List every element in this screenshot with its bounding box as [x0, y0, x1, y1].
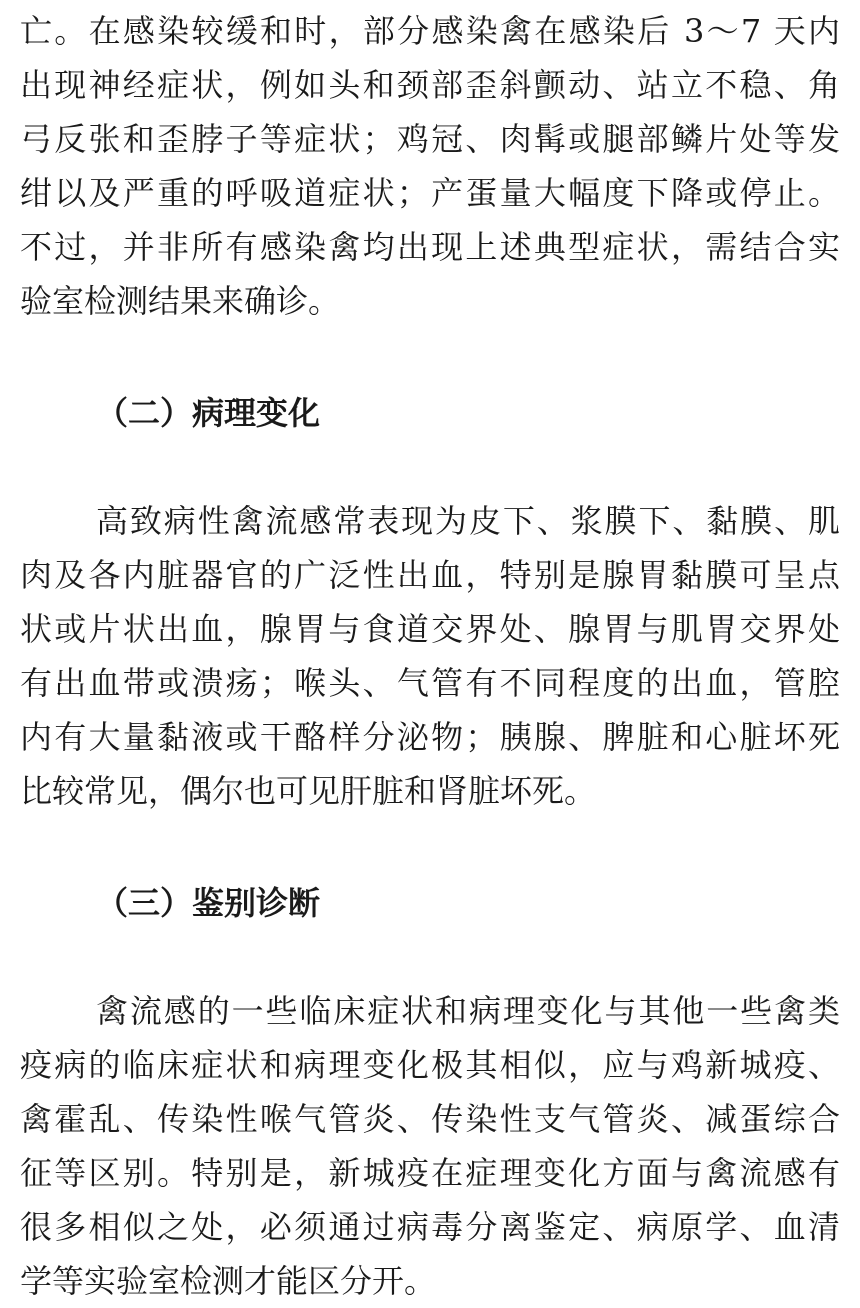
text-line: 验室检测结果来确诊。 — [20, 282, 341, 320]
text-line: 不过，并非所有感染禽均出现上述典型症状，需结合实 — [20, 228, 840, 266]
text-line: 禽流感的一些临床症状和病理变化与其他一些禽类 — [96, 992, 840, 1030]
spacer — [20, 440, 840, 494]
text-line: 有出血带或溃疡；喉头、气管有不同程度的出血，管腔 — [20, 664, 840, 702]
spacer — [20, 328, 840, 386]
text-line: 弓反张和歪脖子等症状；鸡冠、肉髯或腿部鳞片处等发 — [20, 120, 840, 158]
section-heading: （三）鉴别诊断 — [96, 884, 321, 922]
text-line: 高致病性禽流感常表现为皮下、浆膜下、黏膜、肌 — [96, 502, 840, 540]
text-line: 比较常见，偶尔也可见肝脏和肾脏坏死。 — [20, 772, 597, 810]
text-line: 内有大量黏液或干酪样分泌物；胰腺、脾脏和心脏坏死 — [20, 718, 840, 756]
text-line: 学等实验室检测才能区分开。 — [20, 1262, 437, 1300]
text-line: 疫病的临床症状和病理变化极其相似，应与鸡新城疫、 — [20, 1046, 840, 1084]
text-line: 征等区别。特别是，新城疫在症理变化方面与禽流感有 — [20, 1154, 840, 1192]
text-line: 出现神经症状，例如头和颈部歪斜颤动、站立不稳、角 — [20, 66, 840, 104]
text-line: 绀以及严重的呼吸道症状；产蛋量大幅度下降或停止。 — [20, 174, 840, 212]
paragraph-clinical-symptoms — [20, 0, 840, 328]
text-line: 很多相似之处，必须通过病毒分离鉴定、病原学、血清 — [20, 1208, 840, 1246]
text-line: 禽霍乱、传染性喉气管炎、传染性支气管炎、减蛋综合 — [20, 1100, 840, 1138]
text-line: 亡。在感染较缓和时，部分感染禽在感染后 3～7 天内 — [20, 12, 840, 50]
spacer — [20, 818, 840, 876]
section-pathology — [20, 386, 840, 818]
spacer — [20, 930, 840, 984]
section-heading: （二）病理变化 — [96, 394, 321, 432]
text-line: 肉及各内脏器官的广泛性出血，特别是腺胃黏膜可呈点 — [20, 556, 840, 594]
text-line: 状或片状出血，腺胃与食道交界处、腺胃与肌胃交界处 — [20, 610, 840, 648]
section-differential-diagnosis — [20, 876, 840, 1308]
